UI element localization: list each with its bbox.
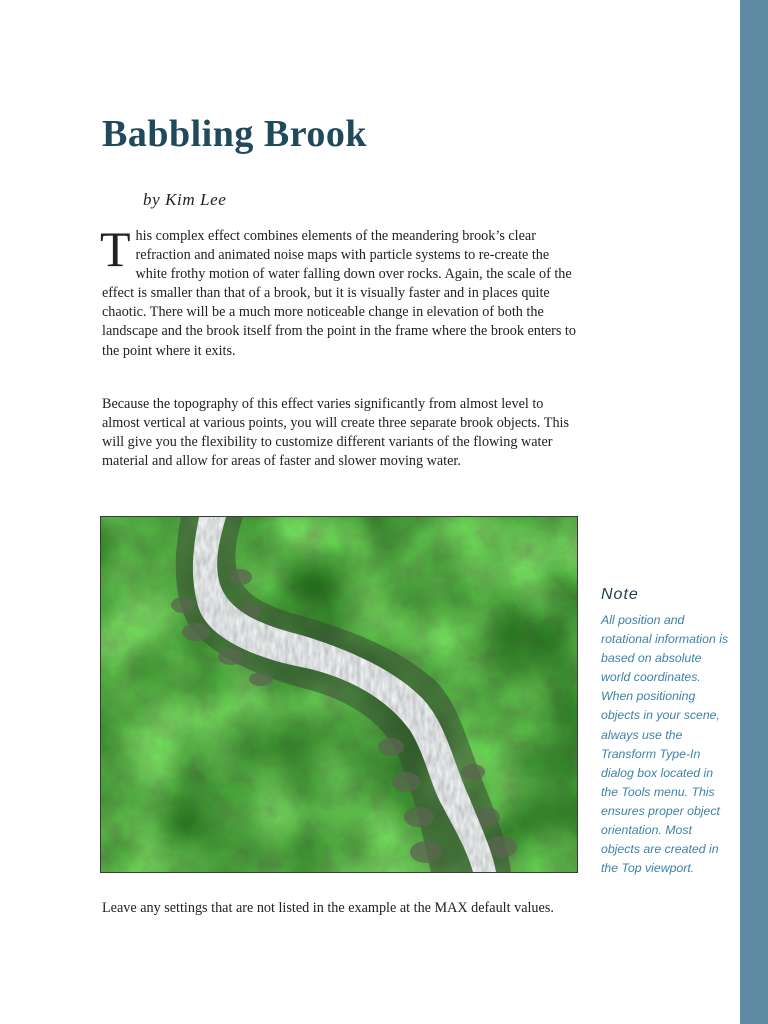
brook-render-image xyxy=(100,516,578,873)
closing-paragraph: Leave any settings that are not listed in the example at the MAX default values. xyxy=(102,900,554,916)
article-title: Babbling Brook xyxy=(102,113,368,155)
note-heading: Note xyxy=(601,586,639,603)
intro-paragraph-text: his complex effect combines elements of the meandering brook’s clear refraction and animated noise maps with particle systems to re-create the white frothy motion of water falling down over rocks. Again, the scale of the effect is smaller than that of a brook, but it is visually faster and in places quite chaotic. There will be a much more noticeable change in elevation of both the landscape and the brook itself from the point in the frame where the brook enters to the point where it exits. xyxy=(102,228,576,359)
page-edge-band xyxy=(740,0,768,1024)
author-byline: by Kim Lee xyxy=(143,190,227,209)
brook-illustration xyxy=(101,517,577,872)
note-text: All position and rotational information is based on absolute world coordinates. When positioning objects in your scene, always use the Transform Type-In dialog box located in the Tools menu. This ensures proper object orientation. Most objects are created in the Top viewport. xyxy=(601,613,729,876)
body-paragraph: Because the topography of this effect varies significantly from almost level to almost vertical at various points, you will create three separate brook objects. This will give you the flexibility to customize different variants of the flowing water material and allow for areas of faster and slower moving water. xyxy=(102,396,569,470)
intro-paragraph xyxy=(100,221,576,361)
drop-cap-letter: T xyxy=(100,221,131,277)
